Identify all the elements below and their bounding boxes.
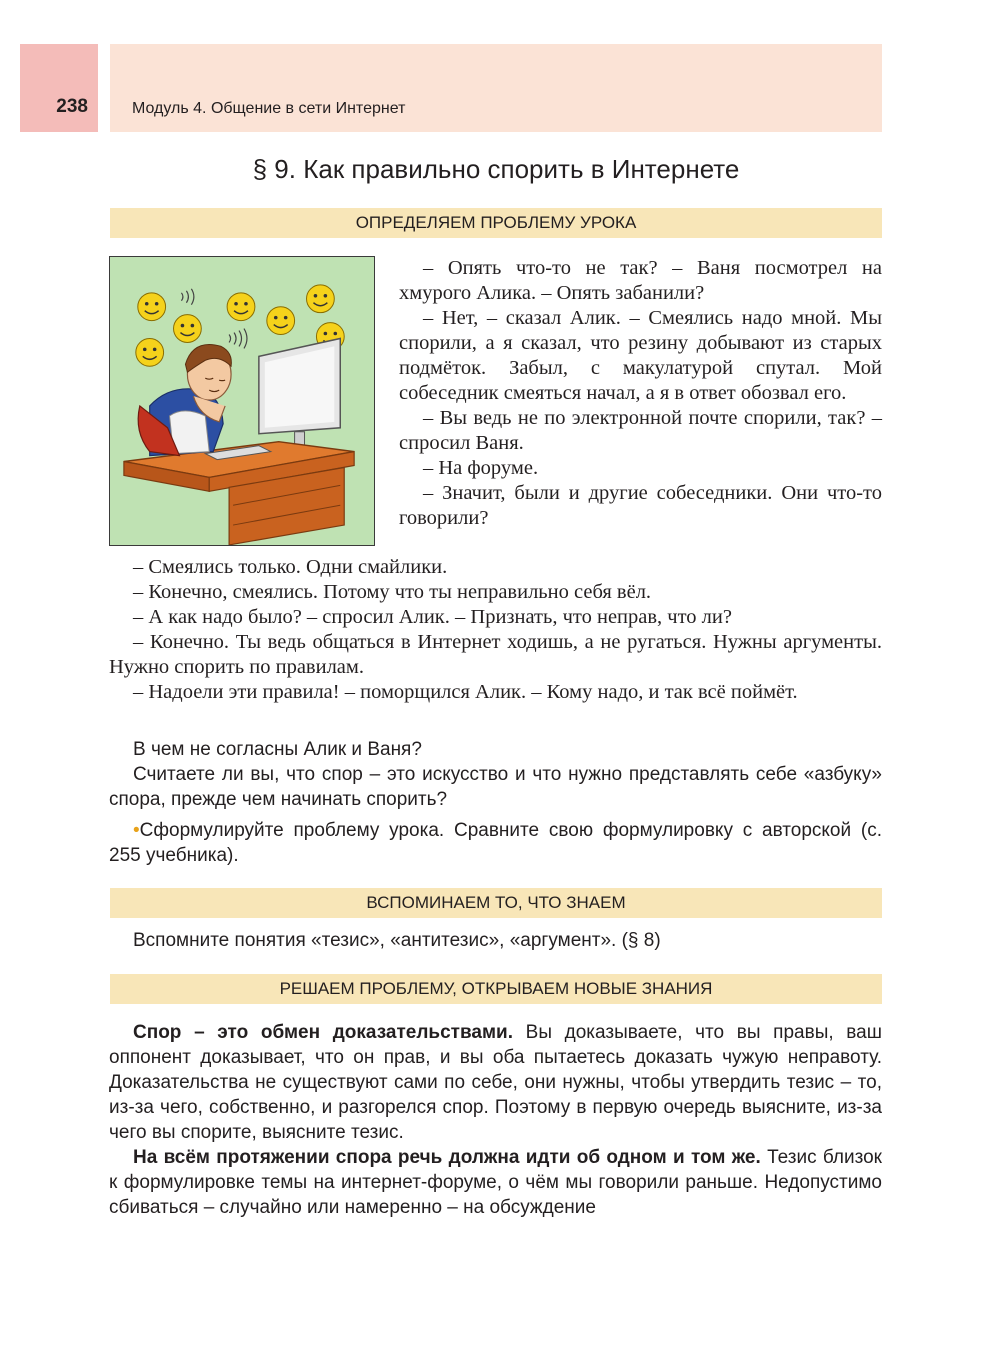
section-define-problem: ОПРЕДЕЛЯЕМ ПРОБЛЕМУ УРОКА [110,208,882,238]
dialog-line: – Смеялись только. Одни смайлики. [133,556,448,578]
bullet-icon: • [133,820,140,841]
paragraph [109,1020,882,1145]
running-header [110,44,882,132]
question: Считаете ли вы, что спор – это искусство и что нужно представлять себе «азбуку» спора, прежде чем начинать спорить? [109,764,882,810]
dialog-line: – Значит, были и другие собеседники. Они что-то говорили? [399,482,882,529]
smiley-icon [227,293,255,321]
smiley-icon [136,338,164,366]
dialog-line: – А как надо было? – спросил Алик. – Признать, что неправ, что ли? [133,606,732,628]
smiley-icon [267,307,295,335]
dialog-line: – Опять что-то не так? – Ваня посмотрел на хмурого Алика. – Опять забанили? [399,257,882,304]
smiley-icon [138,293,166,321]
key-statement: Спор – это обмен доказательствами. [133,1022,513,1043]
dialog-top [399,256,882,531]
page-title: § 9. Как правильно спорить в Интернете [252,154,740,184]
recall-block [109,928,882,953]
paragraph [109,1145,882,1220]
dialog-bottom [109,555,882,705]
key-statement: На всём протяжении спора речь должна идти об одном и том же. [133,1147,761,1168]
module-title: Модуль 4. Общение в сети Интернет [132,100,406,117]
page-number: 238 [20,44,98,132]
questions [109,737,882,812]
task-text: Сформулируйте проблему урока. Сравните свою формулировку с авторской (с. 255 учебника). [109,820,882,866]
recall-text: Вспомните понятия «тезис», «антитезис», «аргумент». (§ 8) [133,930,661,951]
paragraph-text: Тезис близок к формулировке темы на интернет-форуме, о чём мы говорили раньше. Недопустимо сбиваться – случайно или намеренно – на обсуждение [109,1147,882,1218]
smiley-icon [174,315,202,343]
dialog-line: – Конечно. Ты ведь общаться в Интернет ходишь, а не ругаться. Нужны аргументы. Нужно спорить по правилам. [109,631,882,678]
dialog-line: – Вы ведь не по электронной почте спорили, так? – спросил Ваня. [399,407,882,454]
task [109,818,882,868]
paragraph-text: Вы доказываете, что вы правы, ваш оппонент доказывает, что он прав, и вы оба пытаетесь доказать чужую неправоту. Доказательства не существуют сами по себе, они нужны, чтобы утвердить тезис – то, из-за чего, собственно, и разгорелся спор. Поэтому в первую очередь выясните, из-за чего вы спорите, выясните тезис. [109,1022,882,1143]
dialog-line: – Надоели эти правила! – поморщился Алик. – Кому надо, и так всё поймёт. [133,681,798,703]
dialog-line: – Нет, – сказал Алик. – Смеялись надо мной. Мы спорили, а я сказал, что резину добывают из старых подмёток. Забыл, с макулатурой спутал. Мой собеседник смеяться начал, а я в ответ обозвал его. [399,307,882,404]
dialog-line: – На форуме. [423,457,539,479]
dialog-line: – Конечно, смеялись. Потому что ты неправильно себя вёл. [133,581,652,603]
smiley-icon [307,285,335,313]
boy-at-computer-illustration [109,256,375,546]
main-text [109,1020,882,1220]
question: В чем не согласны Алик и Ваня? [133,739,422,760]
section-solve: РЕШАЕМ ПРОБЛЕМУ, ОТКРЫВАЕМ НОВЫЕ ЗНАНИЯ [110,974,882,1004]
section-recall: ВСПОМИНАЕМ ТО, ЧТО ЗНАЕМ [110,888,882,918]
